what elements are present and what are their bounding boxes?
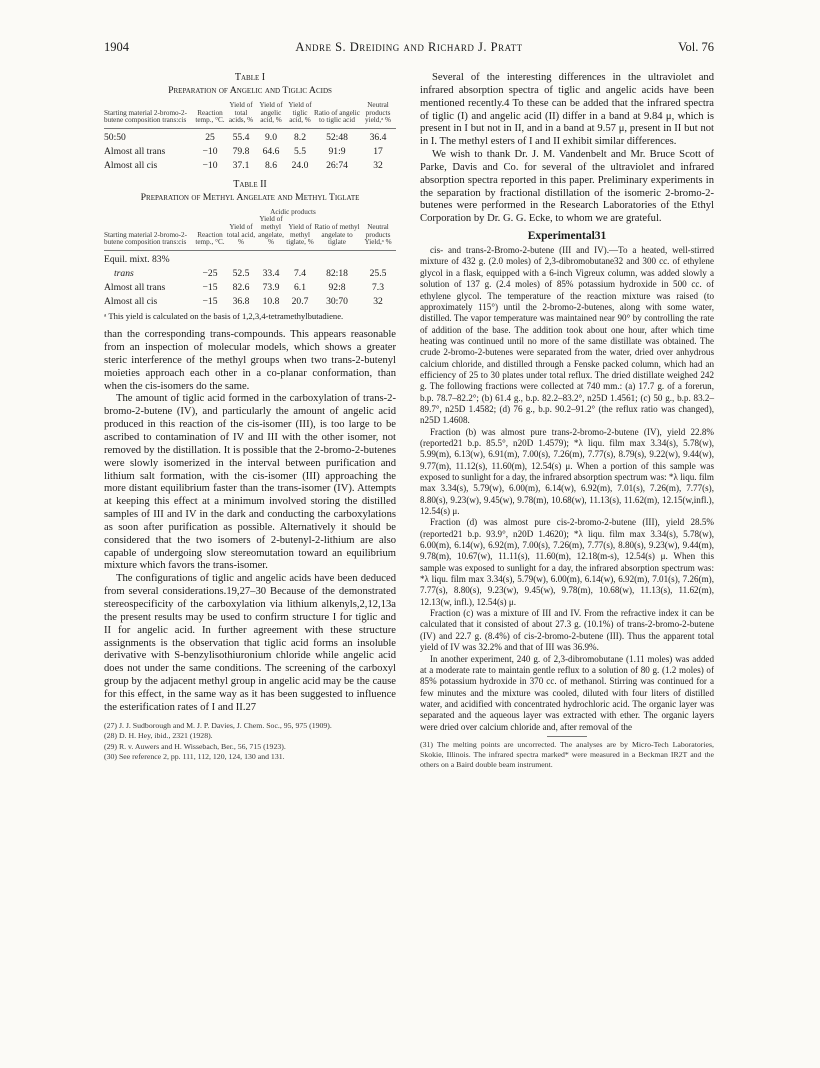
table-cell: 25 <box>205 131 215 143</box>
table-header-row <box>104 102 396 125</box>
experimental-heading: Experimental31 <box>527 230 607 243</box>
table-row <box>104 281 396 295</box>
table-cell: 79.8 <box>232 145 250 157</box>
paragraph: The amount of tiglic acid formed in the carboxylation of trans-2-bromo-2-butene (IV), and particularly the amount of angelic acid produced in this reaction of the cis-isomer (III), is too large to be ascribed to contamination of IV and III with the other isomer, not removed by the distillation. It is possible that the 2-bromo-2-butenes were slowly isomerized in the interval between purification and lithium salt formation, with the cis-isomer (III) approaching the more distant equilibrium faster than the trans-isomer (IV). Attempts at keeping this effect at a minimum involved storing the distilled samples of III and IV in the dark and conducting the carboxylations as soon after purification as possible. Alternatively it should be considered that the two isomers of 2-butenyl-2-lithium are also capable of undergoing slow stereomutation toward an equilibrium mixture which favors the trans-isomer. <box>104 393 396 572</box>
table-cell: 32 <box>373 159 383 171</box>
table-cell: 82.6 <box>232 281 250 293</box>
table-cell: 7.4 <box>294 267 306 279</box>
table-rule <box>104 250 396 251</box>
table-header-cell: Starting material 2-bromo-2-butene composition trans:cis <box>104 230 188 247</box>
table-2-title: Preparation of Methyl Angelate and Methyl Tiglate <box>140 191 360 203</box>
running-header <box>104 40 714 56</box>
table-header-cell: Yield of total acid, % <box>226 222 256 247</box>
table-cell: 73.9 <box>262 281 280 293</box>
footnote: (31) The melting points are uncorrected. The analyses are by Micro-Tech Laboratories, Skokie, Illinois. The infrared spectra marked* were measured in a Beckman IR2T and the others on a Baird double beam instrument. <box>420 739 714 769</box>
table-cell: 37.1 <box>232 159 250 171</box>
footnote-divider <box>547 736 587 737</box>
table-cell: Almost all cis <box>104 159 158 171</box>
table-2-label: Table II <box>233 178 267 190</box>
table-2-footnote: ᵃ This yield is calculated on the basis of 1,2,3,4-tetramethylbutadiene. <box>104 310 344 321</box>
table-cell: Almost all trans <box>104 145 166 157</box>
table-cell: Almost all trans <box>104 281 166 293</box>
table-header-cell: Ratio of angelic to tiglic acid <box>314 108 360 125</box>
paragraph: cis- and trans-2-Bromo-2-butene (III and IV).—To a heated, well-stirred mixture of 432 g. (2.0 moles) of 2,3-dibromobutane32 and 300 cc. of ethylene glycol in a flask, equipped with a 6-inch Vigreux column, was added slowly a solution of 137 g. (2.4 moles) of 85% potassium hydroxide in 500 cc. of ethylene glycol. The temperature of the reaction mixture was raised (to approximately 115°) until the 2-bromo-2-butenes, along with some water, distilled. The vapor temperature was maintained near 90° by controlling the rate of addition of the base. The addition took about one hour, after which time heating was continued until no more of the same distillate was obtained. The crude 2-bromo-2-butenes were separated from the water, dried over anhydrous calcium chloride, and distilled through a Fenske packed column, which had an efficiency of 25 to 30 plates under total reflux. The dried distillate weighed 242 g. The following fractions were collected at 740 mm.: (a) 17.7 g. of a forerun, b.p. 78.7–82.2°; (b) 61.4 g., b.p. 82.2–83.2°, n25D 1.4561; (c) 50 g., b.p. 83.2–89.7°, n25D 1.4582; (d) 76 g., b.p. 90.2–91.2° (the reflux ratio was changed), n25D 1.4608. <box>420 245 714 426</box>
reference: (30) See reference 2, pp. 111, 112, 120, 124, 130 and 131. <box>104 752 285 762</box>
table-1 <box>104 72 396 173</box>
table-cell: 33.4 <box>262 267 280 279</box>
table-1-label: Table I <box>234 72 266 83</box>
table-header-cell: Ratio of methyl angelate to tiglate <box>314 222 360 247</box>
right-body-text <box>420 72 714 226</box>
table-header-cell: Neutral products Yield,ᵃ % <box>364 222 392 247</box>
table-cell: Almost all cis <box>104 295 158 307</box>
table-cell: 24.0 <box>291 159 309 171</box>
left-column <box>104 72 396 763</box>
table-row <box>104 267 396 281</box>
table-header-row <box>104 216 396 246</box>
table-cell: 17 <box>373 145 383 157</box>
paragraph: Fraction (d) was almost pure cis-2-bromo-2-butene (III), yield 28.5% (reported21 b.p. 93.9°, n20D 1.4620); *λ liqu. film max 3.34(s), 5.78(w), 6.00(m), 6.14(w), 6.92(m), 7.00(s), 7.26(m), 7.77(s), 8.80(s), 9.23(w), 9.44(m), 9.78(m), 10.67(w), 11.11(s), 11.60(m), 12.18(m-s), 12.54(s) μ. When this sample was exposed to sunlight for a day, the infrared absorption spectrum was: *λ liqu. film max 3.34(s), 5.79(w), 6.00(m), 6.14(w), 6.92(m), 7.01(s), 7.26(m), 7.77(s), 8.80(s), 9.23(w), 9.45(w), 9.78(m), 10.68(w), 11.13(s), 11.62(m), 12.13(w, infl.), 12.54(s) μ. <box>420 517 714 607</box>
table-header-cell: Neutral products yield,ᵃ % <box>365 101 391 125</box>
running-title: Andre S. Dreiding and Richard J. Pratt <box>295 40 523 54</box>
table-cell: 55.4 <box>232 131 250 143</box>
table-cell: 52.5 <box>232 267 250 279</box>
table-2-grid <box>104 209 396 309</box>
table-cell: 92:8 <box>328 281 346 293</box>
left-body-text <box>104 329 396 714</box>
table-group-header: Acidic products <box>270 207 316 216</box>
table-cell: −10 <box>202 145 218 157</box>
table-cell: 25.5 <box>369 267 387 279</box>
table-cell: trans <box>114 267 134 279</box>
table-header-cell: Yield of tiglic acid, % <box>288 101 312 125</box>
table-header-cell: Reaction temp., °C. <box>195 230 225 247</box>
table-cell: Equil. mixt. 83% <box>104 253 170 265</box>
table-row <box>104 131 396 145</box>
table-cell: 8.6 <box>265 159 277 171</box>
table-header-cell: Yield of angelic acid, % <box>259 101 283 125</box>
table-header-cell: Starting material 2-bromo-2-butene composition trans:cis <box>104 108 188 125</box>
table-cell: −25 <box>202 267 218 279</box>
table-cell: 32 <box>373 295 383 307</box>
table-cell: 26:74 <box>326 159 348 171</box>
table-cell: −15 <box>202 295 218 307</box>
right-column <box>420 72 714 770</box>
table-cell: −10 <box>202 159 218 171</box>
experimental-text <box>420 245 714 733</box>
paragraph: In another experiment, 240 g. of 2,3-dibromobutane (1.11 moles) was added at a moderate rate to maintain gentle reflux to a solution of 80 g. (1.2 moles) of 85% potassium hydroxide in 370 cc. of methanol. Stirring was continued for a few minutes and the mixture was cooled, diluted with four liters of distilled water, and acidified with concentrated hydrochloric acid. The organic layer was separated and the aqueous layer was extracted with ether. The organic layers were dried over calcium chloride and, after removal of the <box>420 653 714 732</box>
table-cell: 5.5 <box>294 145 306 157</box>
paragraph: than the corresponding trans-compounds. This appears reasonable from an inspection of molecular models, which shows a greater steric interference of the methyl groups when two trans-2-butenyl moieties approach each other in a co-planar conformation, than when the cis-isomers do the same. <box>104 329 396 392</box>
paragraph: Several of the interesting differences in the ultraviolet and infrared absorption spectra of tiglic and angelic acids have been mentioned recently.4 To these can be added that the infrared spectra of tiglic (I) and angelic acid (II) differ in a band at 9.84 μ, which is present in I but not in II, and in a band at 9.57 μ, present in II but not in I. The methyl esters of I and II exhibit similar differences. <box>420 72 714 148</box>
table-cell: 20.7 <box>291 295 309 307</box>
table-header-cell: Yield of methyl angelate, % <box>258 215 284 247</box>
table-header-cell: Yield of total acids, % <box>228 101 254 125</box>
paragraph: Fraction (b) was almost pure trans-2-bromo-2-butene (IV), yield 22.8% (reported21 b.p. 85.5°, n20D 1.4579); *λ liqu. film max 3.34(s), 5.78(w), 5.99(m), 6.13(w), 6.91(m), 7.00(s), 7.26(m), 7.77(s), 8.79(s), 9.22(w), 9.44(w), 9.77(m), 11.12(s), 11.60(m), 12.54(s) μ. When a portion of this sample was exposed to sunlight for a day, the infrared absorption spectrum was: *λ liqu. film max 3.34(s), 5.79(w), 6.00(m), 6.14(w), 6.92(m), 7.01(s), 7.26(m), 7.77(s), 8.80(s), 9.23(w), 9.45(w), 9.78(m), 10.68(w), 11.13(s), 11.62(m), 12.15(w,infl.), 12.54(s) μ. <box>420 426 714 517</box>
volume-label: Vol. 76 <box>678 40 714 54</box>
table-row <box>104 159 396 173</box>
reference: (27) J. J. Sudborough and M. J. P. Davies, J. Chem. Soc., 95, 975 (1909). <box>104 720 332 730</box>
left-references <box>104 721 396 763</box>
table-cell: 64.6 <box>262 145 280 157</box>
table-cell: 36.4 <box>369 131 387 143</box>
table-2 <box>104 179 396 321</box>
table-cell: 52:48 <box>326 131 348 143</box>
paragraph: Fraction (c) was a mixture of III and IV. From the refractive index it can be calculated that it consisted of about 27.3 g. (10.1%) of trans-2-bromo-2-butene (IV) and 22.7 g. (8.4%) of cis-2-bromo-2-butene (III). Thus the apparent total yield of IV was 32.2% and that of III was 36.9%. <box>420 608 714 653</box>
table-row <box>104 145 396 159</box>
reference: (29) R. v. Auwers and H. Wissebach, Ber., 56, 715 (1923). <box>104 741 286 751</box>
table-cell: 50:50 <box>104 131 126 143</box>
table-cell: 8.2 <box>294 131 306 143</box>
page-number: 1904 <box>104 40 129 54</box>
table-cell: 9.0 <box>265 131 277 143</box>
table-cell: 30:70 <box>326 295 348 307</box>
table-row <box>104 295 396 309</box>
paragraph: The configurations of tiglic and angelic acids have been deduced from several considerations.19,27–30 Because of the demonstrated stereospecificity of the carboxylation via lithium alkenyls,2,12,13a the present results may be used to confirm structure I for tiglic and II for angelic acid. In further agreement with these structure assignments is the observation that tiglic acid forms an insoluble derivative with S-benzylisothiuronium chloride while angelic acid does not under the same conditions. The screening of the carboxyl group by the adjacent methyl group in angelic acid may be the cause for this effect, in the same way as it has been suggested to influence the esterification rates of I and II.27 <box>104 573 396 713</box>
table-1-grid <box>104 102 396 173</box>
table-rule <box>104 128 396 129</box>
table-cell: 10.8 <box>262 295 280 307</box>
table-cell: 7.3 <box>372 281 384 293</box>
table-1-title: Preparation of Angelic and Tiglic Acids <box>168 85 332 96</box>
table-cell: 82:18 <box>326 267 348 279</box>
table-header-cell: Yield of methyl tiglate, % <box>286 222 314 247</box>
table-cell: 6.1 <box>294 281 306 293</box>
reference: (28) D. H. Hey, ibid., 2321 (1928). <box>104 731 213 741</box>
table-header-cell: Reaction temp., °C. <box>195 108 225 125</box>
paragraph: We wish to thank Dr. J. M. Vandenbelt and Mr. Bruce Scott of Parke, Davis and Co. for several of the ultraviolet and infrared absorption spectra reported in this paper. Preliminary experiments in the separation by fractional distillation of the isomeric 2-bromo-2-butenes were performed in the Research Laboratories of the Ethyl Corporation by Dr. G. G. Ecke, to whom we are grateful. <box>420 149 714 225</box>
table-cell: −15 <box>202 281 218 293</box>
table-cell: 36.8 <box>232 295 250 307</box>
table-cell: 91:9 <box>328 145 346 157</box>
